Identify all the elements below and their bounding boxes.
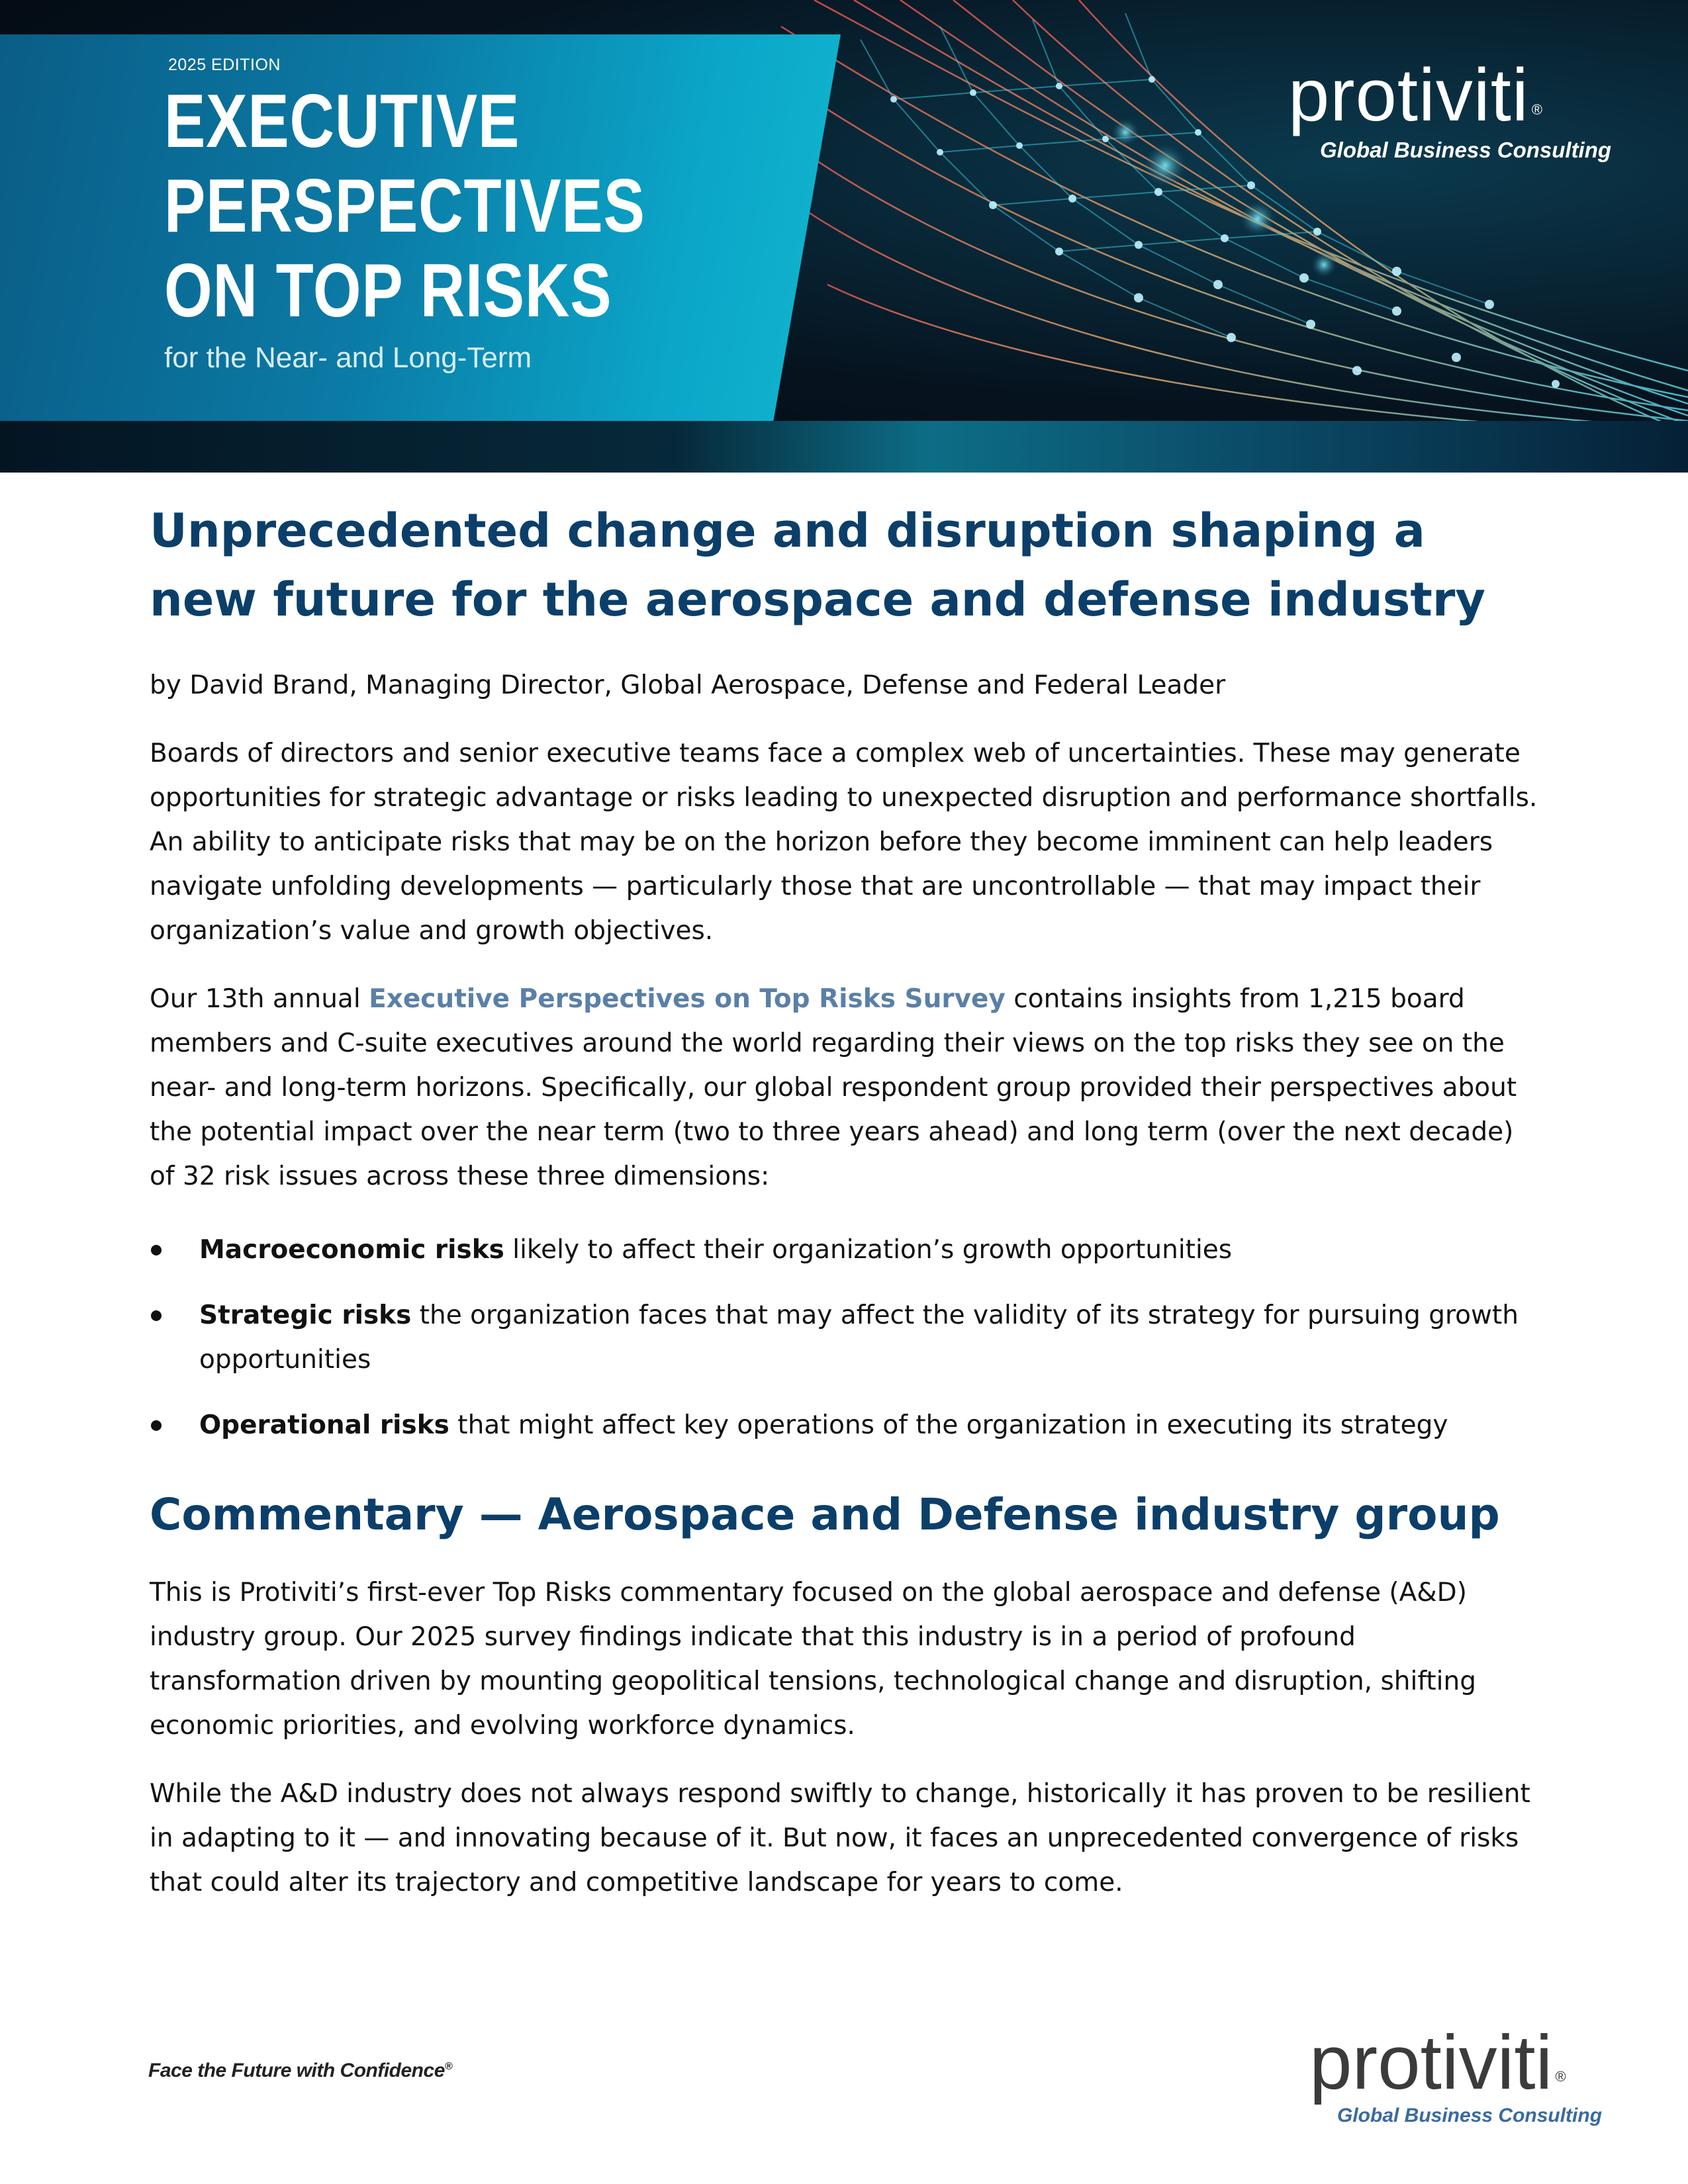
banner-title-line: EXECUTIVE: [164, 79, 520, 163]
logo-wordmark: protiviti ®: [1309, 2019, 1566, 2105]
page-title: Unprecedented change and disruption shaping a new future for the aerospace and defense industry: [150, 504, 1486, 627]
byline: by David Brand, Managing Director, Global Aerospace, Defense and Federal Leader: [150, 670, 1226, 700]
banner-bottom-strip: [0, 421, 1688, 473]
section-heading: Commentary — Aerospace and Defense industry group: [150, 1489, 1500, 1540]
survey-paragraph: Our 13th annual Executive Perspectives on Top Risks Survey contains insights from 1,215 board members and C-suite executives around the world regarding their views on the top risks they see on the near- and long-term horizons. Specifically, our global respondent group provided their perspectives about the potential impact over the near term (two to three years ahead) and long term (over the next decade) of 32 risk issues across these three dimensions:: [150, 984, 1517, 1191]
risk-dimension-list: [150, 1228, 1540, 1447]
list-item: Macroeconomic risks likely to affect their organization’s growth opportunities: [150, 1228, 1540, 1272]
banner-title: [164, 79, 653, 334]
logo-tagline: Global Business Consulting: [1337, 2105, 1603, 2126]
logo-tagline: Global Business Consulting: [1320, 138, 1612, 162]
header-banner: [0, 0, 1688, 473]
list-item: Strategic risks the organization faces that may affect the validity of its strategy for pursuing growth opportunities: [150, 1293, 1540, 1382]
commentary-paragraph-1: This is Protiviti’s first-ever Top Risks commentary focused on the global aerospace and defense (A&D) industry group. Our 2025 survey findings indicate that this industry is in a period of profound transformation driven by mounting geopolitical tensions, technological change and disruption, shifting economic priorities, and evolving workforce dynamics.: [150, 1578, 1476, 1741]
protiviti-logo-footer: [1309, 2019, 1603, 2127]
commentary-paragraph-2: While the A&D industry does not always respond swiftly to change, historically it has proven to be resilient in adapting to it — and innovating because of it. But now, it faces an unprecedented convergence of risks that could alter its trajectory and competitive landscape for years to come.: [150, 1779, 1530, 1897]
edition-label: 2025 EDITION: [168, 56, 281, 74]
survey-link[interactable]: Executive Perspectives on Top Risks Survey: [369, 984, 1006, 1014]
article-body: [150, 496, 1540, 1905]
banner-subtitle: for the Near- and Long-Term: [164, 341, 532, 374]
banner-title-line: ON TOP RISKS: [164, 249, 612, 333]
list-item: Operational risks that might affect key operations of the organization in executing its strategy: [150, 1403, 1540, 1447]
protiviti-logo-header: [1288, 54, 1612, 163]
footer-tagline: Face the Future with Confidence®: [148, 2060, 453, 2081]
intro-paragraph: Boards of directors and senior executive teams face a complex web of uncertainties. These may generate opportunities for strategic advantage or risks leading to unexpected disruption and performance shortfalls. An ability to anticipate risks that may be on the horizon before they become imminent can help leaders navigate unfolding developments — particularly those that are uncontrollable — that may impact their organization’s value and growth objectives.: [150, 739, 1538, 946]
banner-title-line: PERSPECTIVES: [164, 164, 645, 248]
logo-wordmark: protiviti ®: [1288, 54, 1543, 136]
